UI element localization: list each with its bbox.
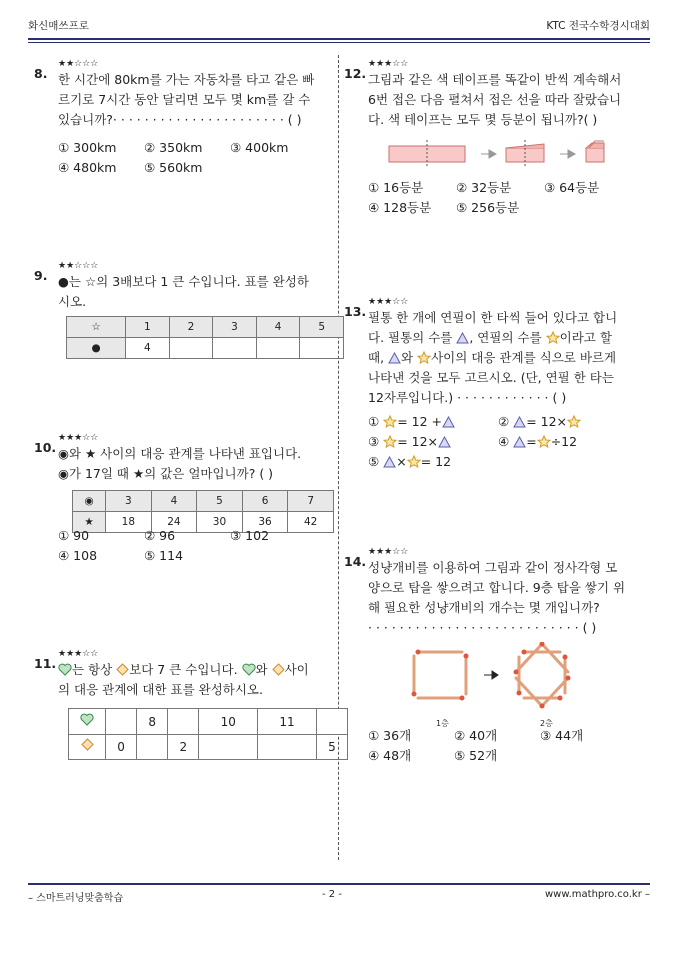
question-text-line: 6번 접은 다음 펼쳐서 접은 선을 따라 잘랐습니	[368, 92, 622, 107]
question-text: 때,	[368, 350, 385, 365]
star-icon	[407, 455, 421, 468]
question-10	[34, 432, 334, 572]
option-1[interactable]: ① 16등분	[368, 180, 424, 195]
triangle-icon	[456, 332, 469, 344]
answer-table	[68, 708, 348, 760]
star-icon	[383, 435, 397, 448]
question-number: 13.	[344, 304, 367, 319]
table-cell: 2	[168, 735, 199, 760]
table-cell: 8	[137, 709, 168, 735]
question-9	[34, 260, 334, 360]
question-number: 8.	[34, 66, 48, 81]
question-text-line: ●는 ☆의 3배보다 1 큰 수입니다. 표를 완성하	[58, 274, 309, 289]
option-5[interactable]: ⑤ 114	[144, 548, 184, 563]
question-text: 다. 필통의 수를	[368, 330, 453, 345]
question-14	[344, 546, 644, 776]
triangle-icon	[442, 416, 455, 428]
table-header-cell	[69, 735, 106, 760]
answer-cell[interactable]	[169, 338, 213, 359]
star-icon	[383, 415, 397, 428]
question-text-line: 필통 한 개에 연필이 한 타씩 들어 있다고 합니	[368, 310, 618, 325]
table-header-cell	[69, 709, 106, 735]
answer-cell[interactable]	[199, 735, 258, 760]
triangle-icon	[383, 456, 396, 468]
option-1[interactable]: ① 300km	[58, 140, 117, 155]
option-3[interactable]: ③ = 12×	[368, 432, 498, 452]
option-3[interactable]: ③ 102	[230, 528, 270, 543]
question-text-line: 그림과 같은 색 테이프를 똑같이 반씩 계속해서	[368, 72, 622, 87]
question-text-line: 12자루입니다.) · · · · · · · · · · · · ( )	[368, 390, 567, 405]
question-text: 이라고 할	[559, 330, 612, 345]
triangle-icon	[513, 436, 526, 448]
difficulty-stars: ★★★☆☆	[368, 297, 409, 307]
question-text-line: 해 필요한 성냥개비의 개수는 몇 개입니까?	[368, 600, 600, 615]
answer-cell[interactable]	[316, 709, 347, 735]
option-5[interactable]: ⑤ × = 12	[368, 454, 452, 469]
option-3[interactable]: ③ 64등분	[544, 180, 600, 195]
table-cell: 24	[151, 512, 197, 533]
option-5[interactable]: ⑤ 560km	[144, 160, 203, 175]
answer-cell[interactable]	[106, 709, 137, 735]
question-number: 10.	[34, 440, 57, 455]
table-cell: ◉	[73, 491, 106, 512]
matchstick-tower-diagram	[404, 642, 584, 712]
answer-table	[66, 316, 344, 359]
question-text-line: 나타낸 것을 모두 고르시오. (단, 연필 한 타는	[368, 370, 614, 385]
question-number: 14.	[344, 554, 367, 569]
answer-cell[interactable]	[256, 338, 300, 359]
question-text: 사이의 대응 관계를 식으로 바르게	[431, 350, 617, 365]
option-2[interactable]: ② 96	[144, 528, 176, 543]
star-icon	[567, 415, 581, 428]
question-text: , 연필의 수를	[469, 330, 542, 345]
table-cell: 5	[197, 491, 243, 512]
diamond-icon	[272, 663, 285, 676]
difficulty-stars: ★★★☆☆	[368, 59, 409, 69]
question-text-line: ◉와 ★ 사이의 대응 관계를 나타낸 표입니다.	[58, 446, 302, 461]
table-cell: 36	[242, 512, 288, 533]
question-text-line: 의 대응 관계에 대한 표를 완성하시오.	[58, 682, 263, 697]
table-cell: 5	[300, 317, 344, 338]
question-text-line: 시오.	[58, 294, 87, 309]
star-icon	[537, 435, 551, 448]
triangle-icon	[513, 416, 526, 428]
heart-icon	[58, 663, 72, 676]
question-11	[34, 648, 334, 778]
header-left: 화신매쓰프로	[28, 20, 89, 32]
footer-url[interactable]: www.mathpro.co.kr –	[545, 889, 650, 900]
diamond-icon	[81, 738, 94, 751]
option-1[interactable]: ① = 12 +	[368, 412, 498, 432]
question-text-line: 한 시간에 80km를 가는 자동차를 타고 같은 빠	[58, 72, 315, 87]
footer-left: – 스마트러닝맞춤학습	[28, 893, 124, 904]
difficulty-stars: ★★★☆☆	[58, 649, 99, 659]
star-icon	[417, 351, 431, 364]
table-cell: 0	[106, 735, 137, 760]
table-cell: 10	[199, 709, 258, 735]
difficulty-stars: ★★★☆☆	[368, 547, 409, 557]
table-cell: 11	[258, 709, 317, 735]
table-cell: ●	[67, 338, 126, 359]
table-cell: 7	[288, 491, 334, 512]
answer-cell[interactable]	[168, 709, 199, 735]
option-4[interactable]: ④ = ÷12	[498, 434, 578, 449]
table-cell: 3	[213, 317, 257, 338]
option-4[interactable]: ④ 480km	[58, 160, 117, 175]
table-cell: 18	[106, 512, 152, 533]
question-13	[344, 296, 644, 476]
heart-icon	[242, 663, 256, 676]
table-cell: 6	[242, 491, 288, 512]
question-text: 와	[255, 662, 268, 677]
question-text-line: 있습니까?· · · · · · · · · · · · · · · · · · · · · · ( )	[58, 112, 302, 127]
header-rule	[28, 38, 650, 40]
option-1[interactable]: ① 36개	[368, 728, 412, 743]
table-cell: 42	[288, 512, 334, 533]
question-number: 12.	[344, 66, 367, 81]
table-cell: ☆	[67, 317, 126, 338]
table-cell: ★	[73, 512, 106, 533]
star-icon	[546, 331, 560, 344]
question-number: 9.	[34, 268, 48, 283]
triangle-icon	[388, 352, 401, 364]
question-12	[344, 58, 644, 228]
option-4[interactable]: ④ 108	[58, 548, 98, 563]
difficulty-stars: ★★★☆☆	[58, 433, 99, 443]
header-right: KTC 전국수학경시대회	[546, 20, 650, 32]
question-text: 보다 7 큰 수입니다.	[129, 662, 238, 677]
question-text: 는 항상	[72, 662, 113, 677]
page-number: - 2 -	[322, 889, 342, 900]
question-text-line: 양으로 탑을 쌓으려고 합니다. 9층 탑을 쌓기 위	[368, 580, 626, 595]
tape-folding-diagram	[388, 138, 618, 170]
table-cell: 4	[126, 338, 170, 359]
table-cell: 1	[126, 317, 170, 338]
diamond-icon	[116, 663, 129, 676]
answer-cell[interactable]	[258, 735, 317, 760]
footer-rule	[28, 883, 650, 885]
option-4[interactable]: ④ 48개	[368, 748, 412, 763]
difficulty-stars: ★★☆☆☆	[58, 261, 99, 271]
caption-floor-2: 2층	[540, 719, 553, 728]
answer-cell[interactable]	[300, 338, 344, 359]
question-number: 11.	[34, 656, 57, 671]
option-3[interactable]: ③ 44개	[540, 728, 584, 743]
question-text-line: ◉가 17일 때 ★의 값은 얼마입니까? ( )	[58, 466, 274, 481]
difficulty-stars: ★★☆☆☆	[58, 59, 99, 69]
question-text: 사이	[284, 662, 309, 677]
option-2[interactable]: ② = 12×	[498, 412, 628, 432]
answer-cell[interactable]	[213, 338, 257, 359]
table-cell: 2	[169, 317, 213, 338]
option-2[interactable]: ② 350km	[144, 140, 203, 155]
option-4[interactable]: ④ 128등분	[368, 200, 432, 215]
question-text: 와	[401, 350, 414, 365]
answer-cell[interactable]	[137, 735, 168, 760]
option-5[interactable]: ⑤ 52개	[454, 748, 498, 763]
table-cell: 3	[106, 491, 152, 512]
header-rule-thin	[28, 42, 650, 43]
question-text-line: · · · · · · · · · · · · · · · · · · · · · · · · · · · ( )	[368, 620, 597, 635]
heart-icon	[80, 713, 94, 726]
question-text-line: 르기로 7시간 동안 달리면 모두 몇 km를 갈 수	[58, 92, 311, 107]
table-cell: 30	[197, 512, 243, 533]
question-text-line: 성냥개비를 이용하여 그림과 같이 정사각형 모	[368, 560, 618, 575]
option-1[interactable]: ① 90	[58, 528, 90, 543]
option-5[interactable]: ⑤ 256등분	[456, 200, 520, 215]
table-cell: 4	[151, 491, 197, 512]
question-8	[34, 58, 334, 188]
caption-floor-1: 1층	[436, 719, 449, 728]
option-2[interactable]: ② 40개	[454, 728, 498, 743]
table-cell: 5	[316, 735, 347, 760]
table-cell: 4	[256, 317, 300, 338]
option-2[interactable]: ② 32등분	[456, 180, 512, 195]
triangle-icon	[438, 436, 451, 448]
option-3[interactable]: ③ 400km	[230, 140, 289, 155]
question-text-line: 다. 색 테이프는 모두 몇 등분이 됩니까?( )	[368, 112, 598, 127]
